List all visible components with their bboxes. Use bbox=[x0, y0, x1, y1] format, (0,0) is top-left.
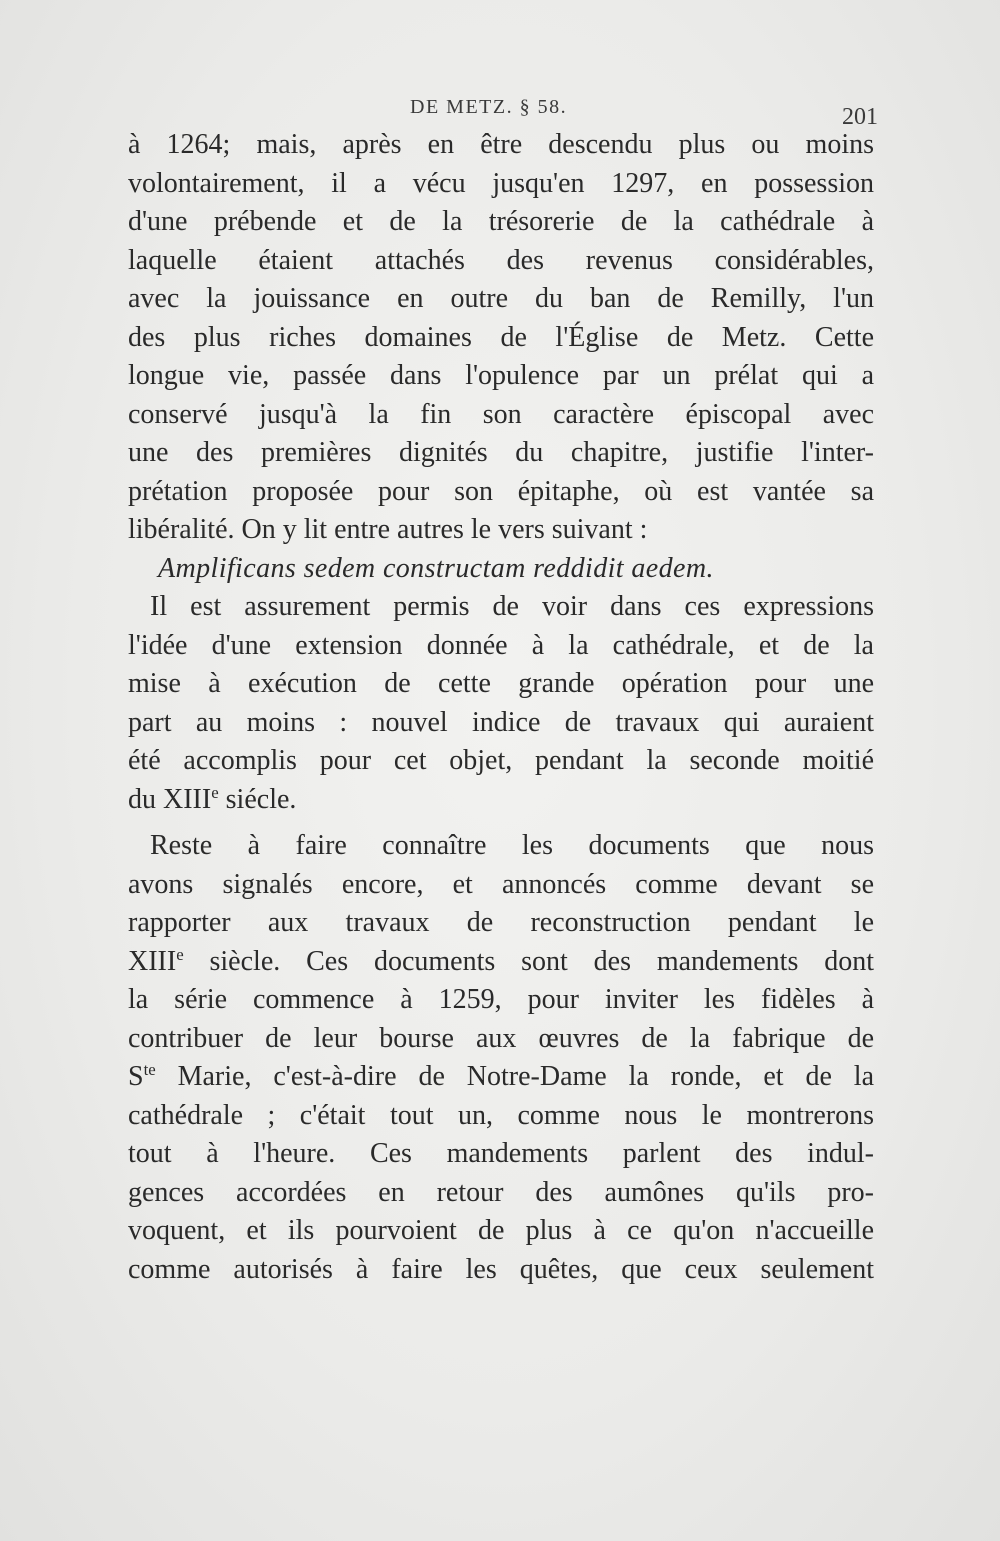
text-line: des plus riches domaines de l'Église de Metz. Cette bbox=[128, 321, 874, 353]
text-line: Il est assurement permis de voir dans ces expressions bbox=[150, 591, 874, 622]
text-line: à 1264; mais, après en être descendu plus ou moins bbox=[128, 129, 874, 160]
text-line: avec la jouissance en outre du ban de Remilly, l'un bbox=[128, 283, 874, 314]
text-line: la série commence à 1259, pour inviter les fidèles à bbox=[128, 984, 874, 1015]
text-line: part au moins : nouvel indice de travaux qui auraient bbox=[128, 706, 874, 738]
text-fragment: siécle. bbox=[218, 783, 297, 815]
text-line: prétation proposée pour son épitaphe, où est vantée sa bbox=[128, 475, 874, 507]
paragraph-gap bbox=[128, 819, 874, 827]
superscript: te bbox=[143, 1059, 156, 1079]
body-text bbox=[128, 126, 874, 1289]
text-line: l'idée d'une extension donnée à la cathédrale, et de la bbox=[128, 629, 874, 661]
text-line: tout à l'heure. Ces mandements parlent des indul- bbox=[128, 1138, 874, 1169]
text-line bbox=[128, 943, 874, 982]
text-line: été accomplis pour cet objet, pendant la seconde moitié bbox=[128, 745, 874, 776]
text-fragment: du XIII bbox=[128, 783, 212, 815]
superscript: e bbox=[176, 944, 184, 964]
text-line: laquelle étaient attachés des revenus considérables, bbox=[128, 244, 874, 276]
superscript: e bbox=[211, 782, 219, 802]
text-line: gences accordées en retour des aumônes qu'ils pro- bbox=[128, 1176, 874, 1208]
text-line bbox=[128, 1058, 874, 1097]
running-head: DE METZ. § 58. bbox=[410, 96, 568, 118]
text-line: comme autorisés à faire les quêtes, que ceux seulement bbox=[128, 1253, 874, 1285]
text-fragment: S bbox=[128, 1061, 144, 1092]
text-line: conservé jusqu'à la fin son caractère épiscopal avec bbox=[128, 398, 874, 430]
text-line: voquent, et ils pourvoient de plus à ce qu'on n'accueille bbox=[128, 1215, 874, 1246]
text-line: longue vie, passée dans l'opulence par un prélat qui a bbox=[128, 360, 874, 391]
text-line: cathédrale ; c'était tout un, comme nous le montrerons bbox=[128, 1099, 874, 1131]
text-line: libéralité. On y lit entre autres le vers suivant : bbox=[128, 514, 648, 545]
text-line: contribuer de leur bourse aux œuvres de la fabrique de bbox=[128, 1022, 874, 1054]
text-line: mise à exécution de cette grande opération pour une bbox=[128, 668, 874, 699]
text-line: Reste à faire connaître les documents que nous bbox=[150, 830, 874, 861]
text-fragment: Marie, c'est-à-dire de Notre-Dame la ronde, et de la bbox=[155, 1061, 874, 1092]
text-line bbox=[128, 781, 874, 820]
text-line: volontairement, il a vécu jusqu'en 1297, en possession bbox=[128, 167, 874, 199]
text-fragment: siècle. Ces documents sont des mandements dont bbox=[183, 945, 874, 977]
text-fragment: XIII bbox=[128, 945, 177, 977]
text-line: d'une prébende et de la trésorerie de la cathédrale à bbox=[128, 206, 874, 237]
page-number: 201 bbox=[842, 104, 878, 130]
text-line: avons signalés encore, et annoncés comme devant se bbox=[128, 868, 874, 900]
latin-verse: Amplificans sedem constructam reddidit aedem. bbox=[158, 552, 714, 584]
text-line: rapporter aux travaux de reconstruction pendant le bbox=[128, 907, 874, 938]
text-line: une des premières dignités du chapitre, justifie l'inter- bbox=[128, 437, 874, 468]
